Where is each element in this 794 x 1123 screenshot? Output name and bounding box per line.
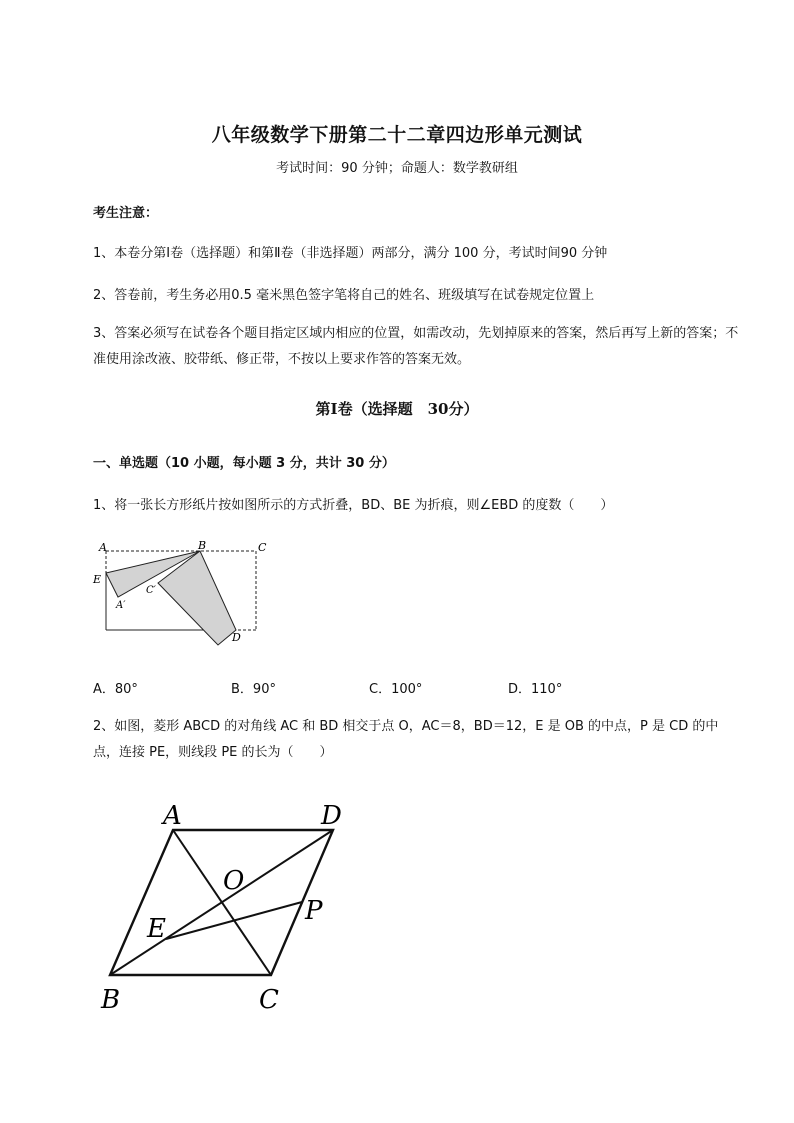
- q1-option-c[interactable]: C．100°: [369, 682, 423, 697]
- label-a: A: [163, 801, 182, 831]
- notice-heading: 考生注意：: [93, 206, 159, 221]
- label-c-prime: C′: [146, 585, 156, 596]
- part-heading: 一、单选题（10 小题，每小题 3 分，共计 30 分）: [93, 456, 395, 471]
- label-a-prime: A′: [116, 600, 126, 611]
- label-d: D: [321, 801, 342, 831]
- notice-item-3: 3、答案必须写在试卷各个题目指定区域内相应的位置，如需改动，先划掉原来的答案，然后再写上新的答案；不准使用涂改液、胶带纸、修正带，不按以上要求作答的答案无效。: [93, 326, 739, 367]
- segment-pe: [166, 902, 302, 939]
- q1-option-a[interactable]: A．80°: [93, 682, 138, 697]
- q1-option-d[interactable]: D．110°: [508, 682, 563, 697]
- label-e: E: [93, 573, 102, 586]
- q1-option-b[interactable]: B．90°: [231, 682, 276, 697]
- label-o: O: [223, 866, 245, 896]
- question-2-figure: [95, 790, 355, 1020]
- question-2-stem: 2、如图，菱形 ABCD 的对角线 AC 和 BD 相交于点 O，AC＝8，BD＝12，E 是 OB 的中点，P 是 CD 的中点，连接 PE，则线段 PE 的长为（ ）: [93, 719, 719, 760]
- label-b: B: [198, 539, 207, 552]
- page-title: 八年级数学下册第二十二章四边形单元测试: [211, 124, 583, 146]
- question-1-stem: 1、将一张长方形纸片按如图所示的方式折叠，BD、BE 为折痕，则∠EBD 的度数（ ）: [93, 498, 614, 513]
- label-d: D: [232, 631, 241, 644]
- label-c: C: [258, 541, 267, 554]
- section-title: 第Ⅰ卷（选择题 30分）: [315, 400, 479, 418]
- exam-info: 考试时间：90 分钟；命题人：数学教研组: [276, 161, 518, 176]
- label-b: B: [101, 985, 121, 1015]
- label-e: E: [147, 914, 166, 944]
- question-1-figure: [88, 535, 278, 650]
- label-p: P: [305, 896, 323, 926]
- label-a: A: [99, 541, 107, 554]
- notice-item-1: 1、本卷分第Ⅰ卷（选择题）和第Ⅱ卷（非选择题）两部分，满分 100 分，考试时间90 分钟: [93, 246, 608, 261]
- label-c: C: [259, 985, 279, 1015]
- notice-item-2: 2、答卷前，考生务必用0.5 毫米黑色签字笔将自己的姓名、班级填写在试卷规定位置上: [93, 288, 595, 303]
